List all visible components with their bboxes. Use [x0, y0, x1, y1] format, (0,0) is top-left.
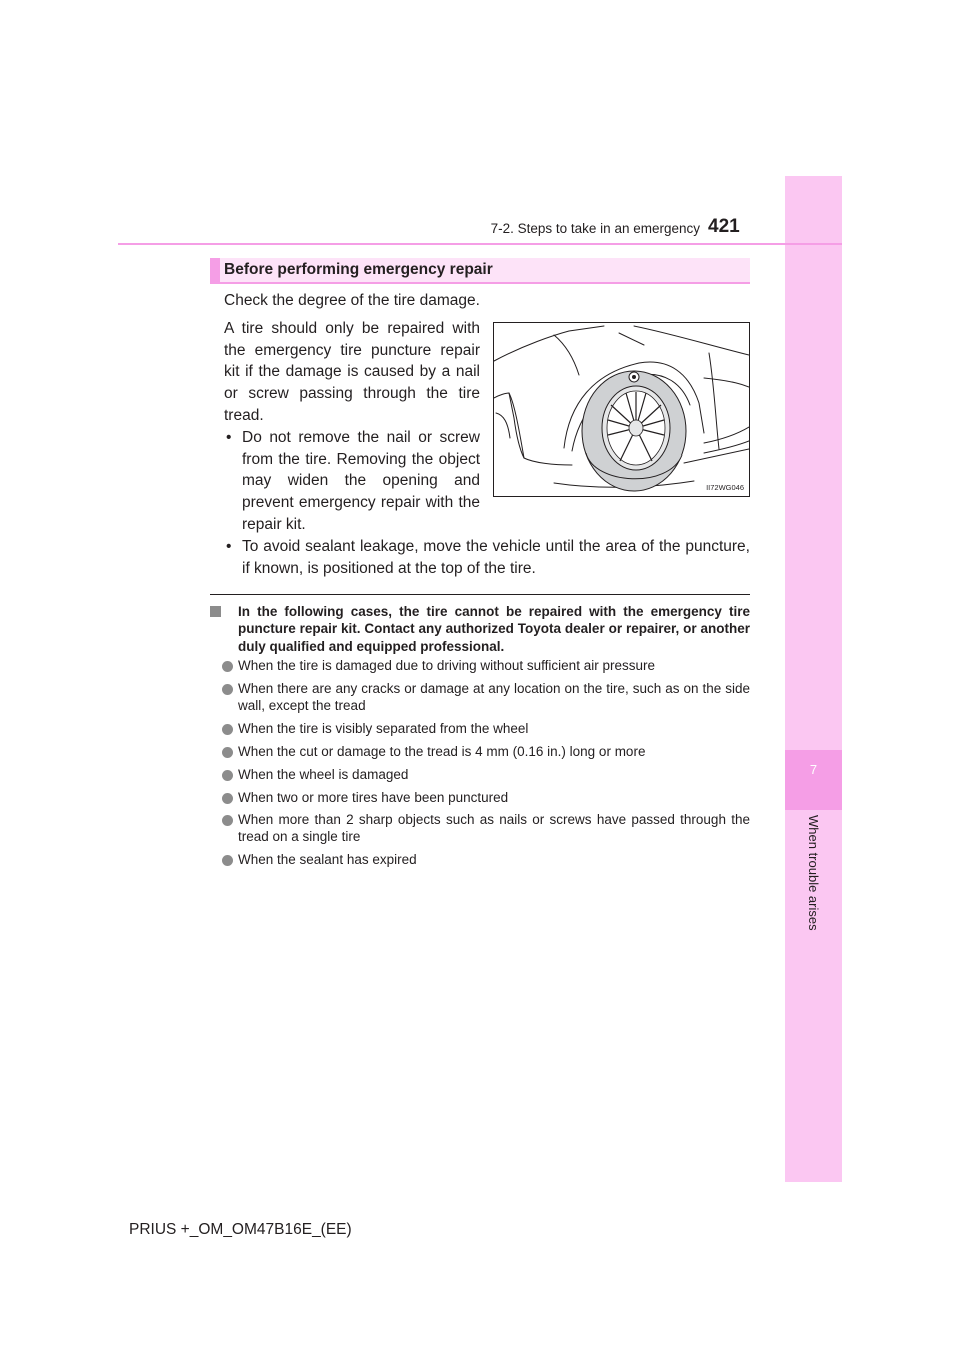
flat-tire-illustration	[493, 322, 750, 497]
flat-tire-drawing	[494, 323, 749, 496]
header-rule	[118, 243, 842, 245]
note-item: When the wheel is damaged	[238, 767, 409, 782]
bullet-text: To avoid sealant leakage, move the vehicle until the area of the puncture, if known, is positioned at the top of the tire.	[242, 538, 750, 577]
note-item: When there are any cracks or damage at any location on the tire, such as on the side wall, except the tread	[238, 681, 750, 713]
header-section-title: 7-2. Steps to take in an emergency	[490, 221, 700, 236]
tire-repair-paragraph: A tire should only be repaired with the emergency tire puncture repair kit if the damage is caused by a nail or screw passing through the tire tread.	[224, 320, 480, 424]
note-item: When the sealant has expired	[238, 852, 417, 867]
circle-bullet-icon	[222, 793, 233, 804]
note-item: When two or more tires have been punctured	[238, 790, 509, 805]
bullet-item	[226, 427, 480, 536]
circle-bullet-icon	[222, 661, 233, 672]
section-divider	[210, 594, 750, 595]
figure-code: II72WG046	[706, 483, 744, 492]
page-number: 421	[708, 216, 740, 237]
document-footer: PRIUS +_OM_OM47B16E_(EE)	[129, 1221, 352, 1238]
circle-bullet-icon	[222, 815, 233, 826]
bullet-mark: •	[226, 538, 232, 555]
circle-bullet-icon	[222, 684, 233, 695]
section-heading-text: Before performing emergency repair	[224, 261, 493, 278]
chapter-title	[785, 815, 842, 955]
bullet-mark: •	[226, 429, 232, 446]
circle-bullet-icon	[222, 724, 233, 735]
chapter-side-tab	[785, 176, 842, 1182]
notes-heading: In the following cases, the tire cannot be repaired with the emergency tire puncture repair kit. Contact any authorized Toyota dealer or repairer, or another duly qualified and equipped professional.	[238, 604, 750, 654]
chapter-number-block	[785, 750, 842, 810]
bullet-item	[226, 536, 750, 579]
note-item: When the cut or damage to the tread is 4 mm (0.16 in.) long or more	[238, 744, 646, 759]
circle-bullet-icon	[222, 855, 233, 866]
bullet-text: Do not remove the nail or screw from the tire. Removing the object may widen the opening and prevent emergency repair with the repair kit.	[242, 429, 480, 533]
chapter-title-text: When trouble arises	[806, 815, 821, 931]
note-item: When more than 2 sharp objects such as nails or screws have passed through the tread on a single tire	[238, 812, 750, 844]
section-heading	[210, 258, 750, 284]
circle-bullet-icon	[222, 770, 233, 781]
circle-bullet-icon	[222, 747, 233, 758]
note-item: When the tire is damaged due to driving without sufficient air pressure	[238, 658, 655, 673]
square-bullet-icon	[210, 606, 221, 617]
intro-text: Check the degree of the tire damage.	[224, 292, 480, 309]
chapter-number: 7	[809, 762, 818, 777]
note-item: When the tire is visibly separated from the wheel	[238, 721, 529, 736]
